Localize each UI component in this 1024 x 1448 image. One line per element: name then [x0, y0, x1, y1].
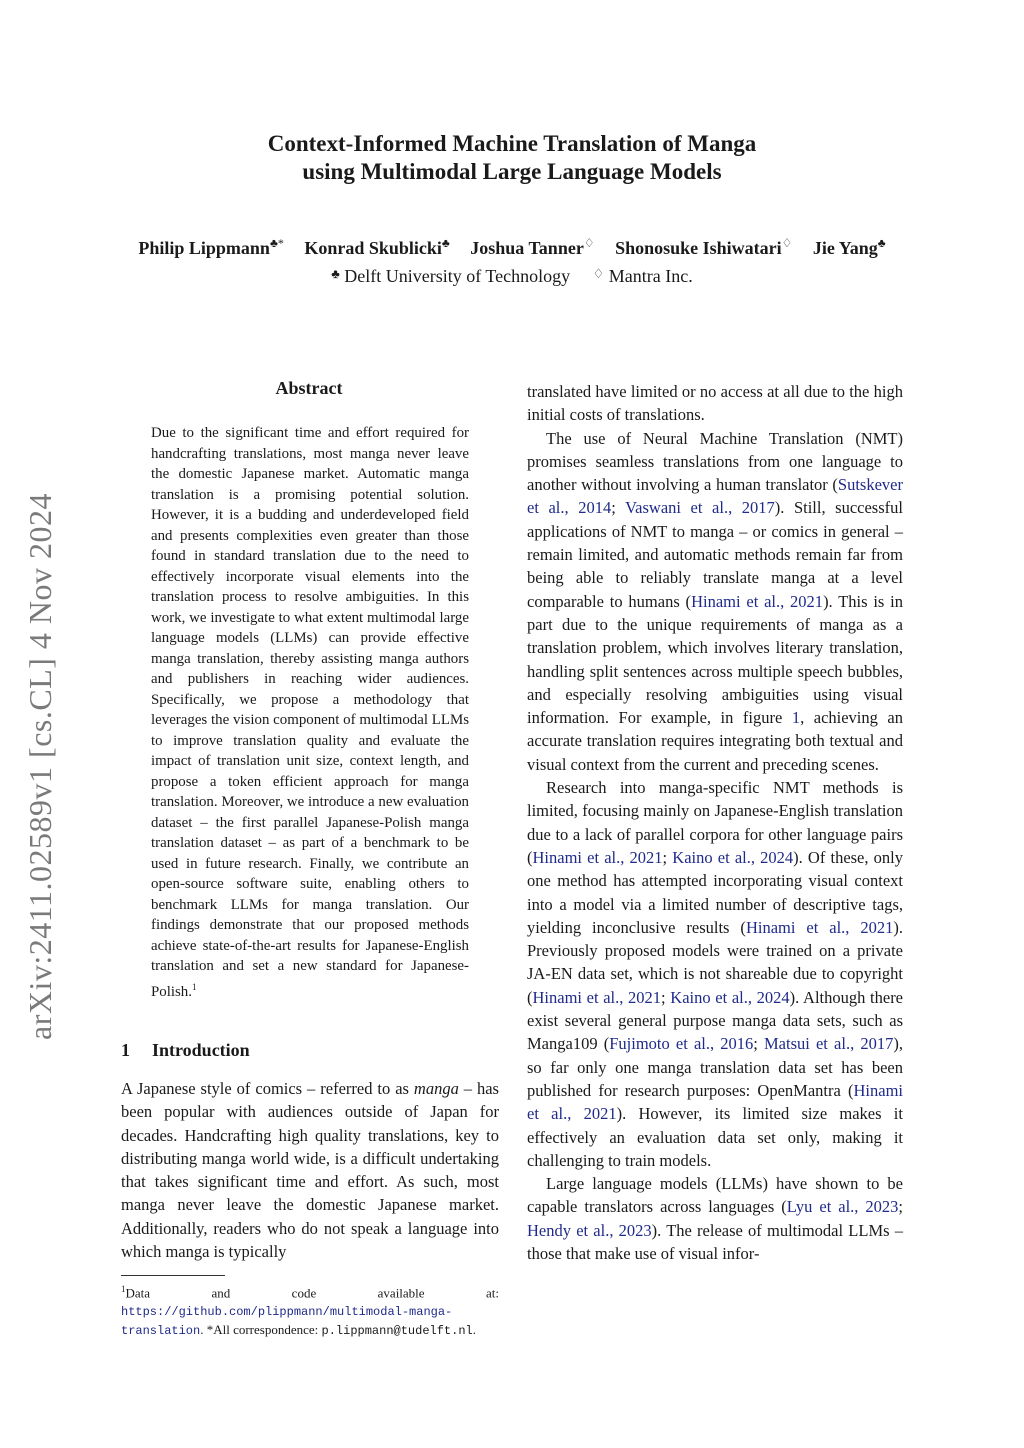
text-run: ). Although there exist several general purpose manga data sets, such as Manga109 ( [527, 987, 904, 1054]
author-mark: ♣ [441, 236, 450, 250]
author-name: Joshua Tanner [470, 238, 584, 258]
citation-link[interactable]: Hinami et al., 2021 [532, 987, 662, 1007]
section-number: 1 [121, 1040, 130, 1060]
section-heading [121, 1040, 250, 1061]
text-run: Large language models (LLMs) have shown to be capable translators across languages ( [527, 1174, 903, 1217]
text-run: ). Still, successful applications of NMT to manga – or comics in general – remain limited, and automatic methods remain far from being able to reliably translate manga at a level comparable to humans ( [527, 498, 903, 611]
club-symbol: ♣ [331, 266, 340, 281]
text-run: ). However, its limited size makes it effectively an evaluation data set only, making it challenging to train models. [527, 1104, 903, 1170]
text-run: ; [753, 1034, 764, 1054]
footnote-reference[interactable]: 1 [191, 981, 197, 992]
text-run: ; [611, 498, 626, 518]
abstract-text: Due to the significant time and effort required for handcrafting translations, most manga never leave the domestic Japanese market. Automatic manga translation is a promising potential solution. However, it is a budding and underdeveloped field and presents complexities even greater than those found in standard translation due to the need to effectively incorporate visual elements into the translation process to resolve ambiguities. In this work, we investigate to what extent multimodal large language models (LLMs) can provide effective manga translation, thereby assisting manga authors and publishers in reaching wider audiences. Specifically, we propose a methodology that leverages the vision component of multimodal LLMs to improve translation quality and evaluate the impact of translation unit size, context length, and propose a token efficient approach for manga translation. Moreover, we introduce a new evaluation dataset – the first parallel Japanese-Polish manga translation dataset – as part of a benchmark to be used in future research. Finally, we contribute an open-source software suite, enabling others to benchmark LLMs for manga translation. Our findings demonstrate that our proposed methods achieve state-of-the-art results for Japanese-English translation and set a new standard for Japanese-Polish. [151, 425, 469, 1000]
author-mark: ♣ [877, 236, 886, 250]
arxiv-identifier-stamp: arXiv:2411.02589v1 [cs.CL] 4 Nov 2024 [22, 492, 58, 1040]
footnote [121, 1280, 499, 1340]
citation-link[interactable]: Lyu et al., 2023 [786, 1197, 899, 1217]
affiliation-name: Delft University of Technology [344, 266, 571, 286]
text-run: ), so far only one manga translation data set has been published for research purposes: OpenMantra ( [527, 1034, 903, 1100]
footnote-mark: 1 [121, 1284, 126, 1294]
author-mark: ♢ [781, 236, 793, 250]
citation-link[interactable]: Hinami et al., 2021 [691, 591, 824, 611]
section-title: Introduction [152, 1040, 250, 1060]
citation-link[interactable]: Sutskever et al., 2014 [527, 475, 903, 518]
citation-link[interactable]: Kaino et al., 2024 [670, 987, 790, 1007]
author-mark: ♢ [583, 236, 595, 250]
title-line-2: using Multimodal Large Language Models [302, 159, 722, 184]
affiliation-name: Mantra Inc. [608, 266, 693, 286]
author-name: Konrad Skublicki [304, 238, 442, 258]
title-line-1: Context-Informed Machine Translation of Manga [267, 131, 757, 156]
citation-link[interactable]: Fujimoto et al., 2016 [609, 1034, 754, 1054]
citation-link[interactable]: Kaino et al., 2024 [672, 847, 794, 867]
affiliation-list [0, 266, 1024, 287]
citation-link[interactable]: Matsui et al., 2017 [764, 1034, 894, 1054]
intro-text: A Japanese style of comics – referred to as [121, 1079, 414, 1098]
correspondence-email: p.lippmann@tudelft.nl [321, 1324, 473, 1339]
citation-link[interactable]: Hinami et al., 2021 [527, 1080, 903, 1124]
text-run: ). Of these, only one method has attempted incorporating visual context into a model via a limited number of descriptive tags, yielding inconclusive results ( [527, 847, 903, 937]
intro-text: – has been popular with audiences outside of Japan for decades. Handcrafting high quality translations, key to distributing manga world wide, is a difficult undertaking that takes significant time and effort. As such, most manga never leave the domestic Japanese market. Additionally, readers who do not speak a language into which manga is typically [121, 1079, 499, 1262]
paragraph: translated have limited or no access at all due to the high initial costs of translations. [527, 382, 903, 425]
footnote-rule [121, 1275, 225, 1276]
citation-link[interactable]: Hendy et al., 2023 [527, 1220, 652, 1240]
diamond-symbol: ♢ [592, 266, 605, 281]
text-run: ; [662, 847, 673, 867]
intro-emphasis: manga [413, 1079, 459, 1098]
text-run: ). Previously proposed models were trained on a private JA-EN data set, which is not shareable due to copyright ( [527, 917, 904, 1007]
text-run: ; [898, 1197, 903, 1217]
text-run: The use of Neural Machine Translation (NMT) promises seamless translations from one language to another without involving a human translator ( [527, 428, 903, 495]
footnote-text: . [472, 1322, 476, 1338]
abstract-body [151, 423, 469, 1002]
author-name: Shonosuke Ishiwatari [615, 238, 782, 258]
footnote-url-link[interactable]: https://github.com/plippmann/multimodal-manga-translation [121, 1305, 453, 1339]
text-run: ). This is in part due to the unique requirements of manga as a translation problem, which involves literary translation, handling split sentences across multiple speech bubbles, and especially resolving ambiguities using visual information. For example, in figure [527, 591, 903, 728]
text-run: , achieving an accurate translation requires integrating both textual and visual context from the current and preceding scenes. [527, 708, 903, 774]
author-mark: ♣* [269, 236, 284, 250]
footnote-text: . *All correspondence: [200, 1322, 322, 1338]
figure-reference-link[interactable]: 1 [791, 708, 801, 728]
text-run: ). The release of multimodal LLMs – those that make use of visual infor- [527, 1220, 903, 1263]
right-column [527, 380, 903, 1265]
author-name: Philip Lippmann [138, 238, 270, 258]
footnote-text: Data and code available at: [125, 1285, 499, 1301]
paragraph [527, 776, 903, 1172]
citation-link[interactable]: Hinami et al., 2021 [532, 847, 663, 867]
paragraph [527, 427, 903, 776]
citation-link[interactable]: Vaswani et al., 2017 [625, 498, 775, 518]
text-run: ; [661, 987, 671, 1007]
paper-title [0, 130, 1024, 186]
paragraph [527, 1172, 903, 1265]
author-list [0, 236, 1024, 259]
citation-link[interactable]: Hinami et al., 2021 [745, 917, 894, 937]
intro-paragraph [121, 1077, 499, 1263]
text-run: Research into manga-specific NMT methods is limited, focusing mainly on Japanese-English translation due to a lack of parallel corpora for other language pairs ( [527, 778, 903, 867]
abstract-heading: Abstract [275, 378, 343, 398]
author-name: Jie Yang [812, 238, 878, 258]
